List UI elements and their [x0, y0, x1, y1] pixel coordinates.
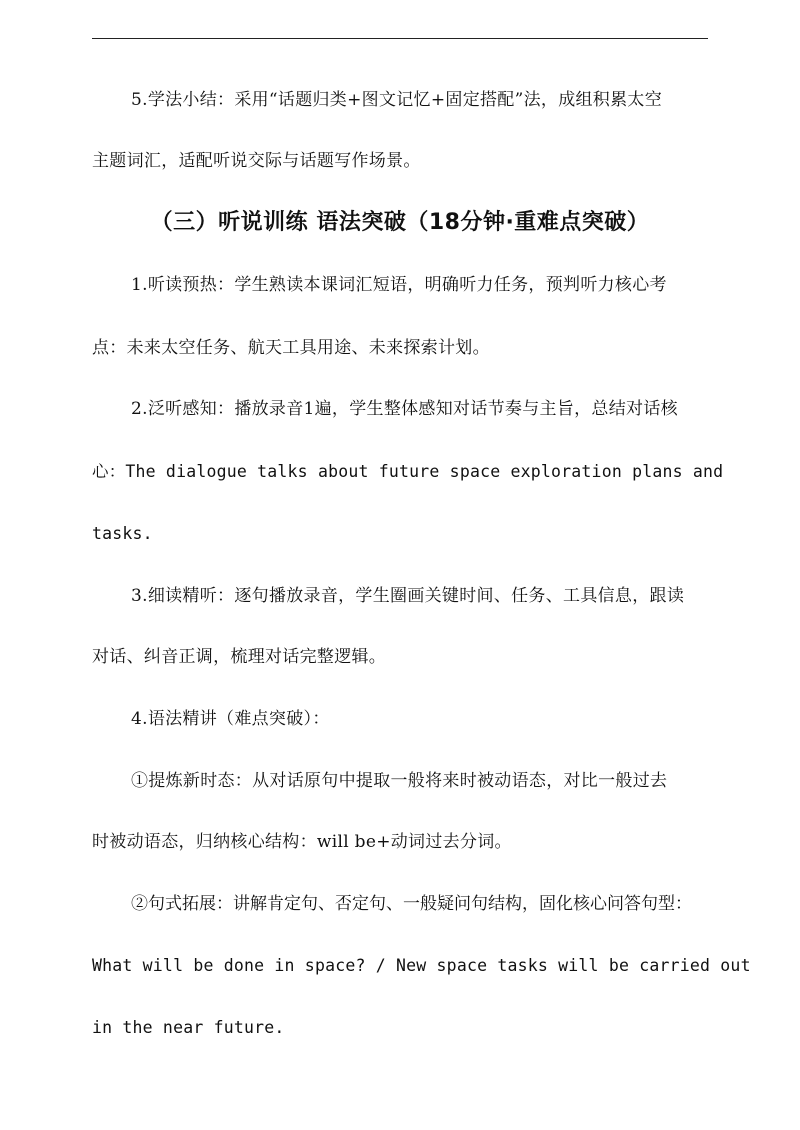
grammar-title: 4.语法精讲（难点突破）： [131, 709, 330, 729]
extensive-line-3: tasks. [92, 524, 153, 543]
summary-line-1: 5.学法小结：采用“话题归类+图文记忆+固定搭配”法，成组积累太空 [131, 90, 662, 110]
intensive-line-1: 3.细读精听：逐句播放录音，学生圈画关键时间、任务、工具信息，跟读 [131, 586, 685, 606]
pre-listen-line-2: 点：未来太空任务、航天工具用途、未来探索计划。 [92, 338, 490, 358]
header-rule [92, 38, 708, 39]
grammar-point1-line-1: ①提炼新时态：从对话原句中提取一般将来时被动语态，对比一般过去 [131, 771, 668, 791]
grammar-point1-line-2: 时被动语态，归纳核心结构：will be+动词过去分词。 [92, 832, 512, 852]
grammar-point2-line-1: ②句式拓展：讲解肯定句、否定句、一般疑问句结构，固化核心问答句型： [131, 894, 692, 914]
extensive-line-2: 心：The dialogue talks about future space exploration plans and [92, 462, 724, 481]
grammar-point2-line-2: What will be done in space? / New space tasks will be carried out [92, 956, 751, 975]
extensive-line-1: 2.泛听感知：播放录音1遍，学生整体感知对话节奏与主旨，总结对话核 [131, 399, 678, 419]
section-heading: （三）听说训练 语法突破（18分钟·重难点突破） [150, 210, 650, 235]
intensive-line-2: 对话、纠音正调，梳理对话完整逻辑。 [92, 647, 387, 667]
summary-line-2: 主题词汇，适配听说交际与话题写作场景。 [92, 151, 421, 171]
grammar-point2-line-3: in the near future. [92, 1018, 285, 1037]
pre-listen-line-1: 1.听读预热：学生熟读本课词汇短语，明确听力任务，预判听力核心考 [131, 275, 667, 295]
